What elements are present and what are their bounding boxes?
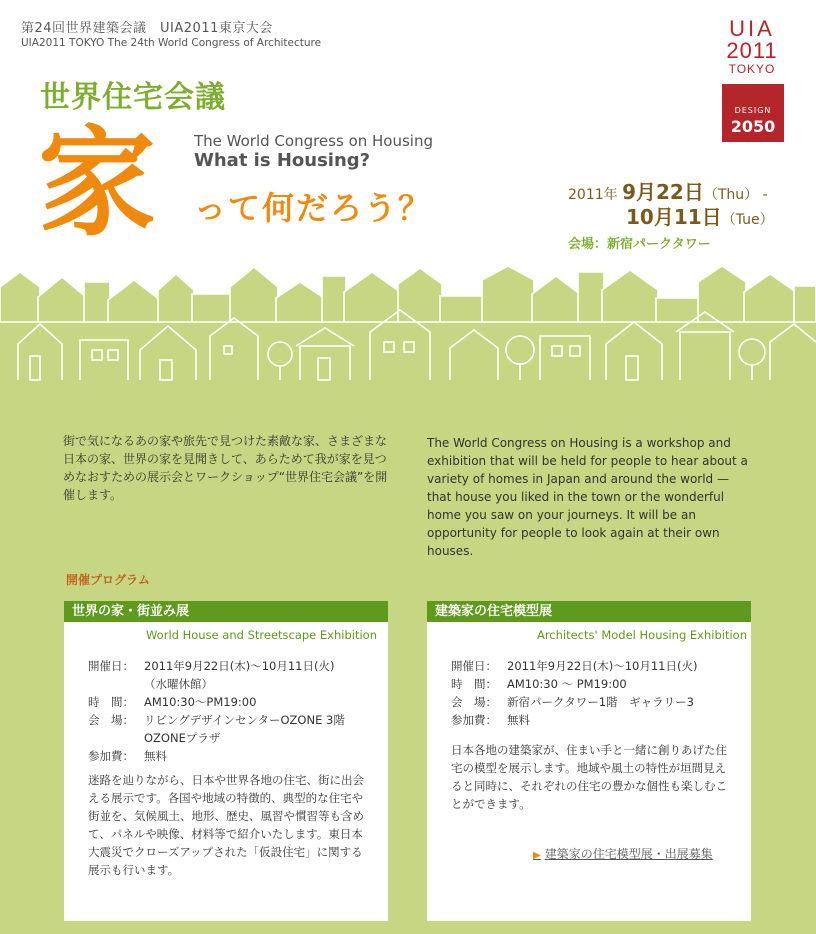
event-venue: 会場：新宿パークタワー xyxy=(568,237,711,252)
arrow-right-icon: ▶ xyxy=(533,850,541,861)
info-row xyxy=(451,675,751,693)
date-end-month: 10月 xyxy=(626,205,674,229)
info-value: OZONEプラザ xyxy=(144,731,221,745)
info-row xyxy=(88,657,388,675)
info-key: 開催日： xyxy=(88,659,134,673)
info-value: 無料 xyxy=(144,749,167,763)
card-description: 迷路を辿りながら、日本や世界各地の住宅、街に出会える展示です。各国や地域の特徴的、典型的な住宅や街並を、気候風土、地形、歴史、風習や慣習等も含めて、パネルや映像、材料等で紹介いたします。東日本大震災でクローズアップされた「仮設住宅」に関する展示も行います。 xyxy=(88,773,364,877)
hero-subtitle-ja: って何だろう？ xyxy=(194,189,433,227)
info-key xyxy=(88,729,144,747)
date-end-day: 11日 xyxy=(673,205,722,229)
program-heading: 開催プログラム xyxy=(66,573,150,587)
design-2050-badge xyxy=(722,84,784,142)
info-value: 2011年9月22日(木)～10月11日(火) xyxy=(144,659,335,673)
info-value: AM10:30～PM19:00 xyxy=(144,695,257,709)
event-date-end xyxy=(626,201,774,230)
header-title-en: UIA2011 TOKYO The 24th World Congress of Architecture xyxy=(21,37,322,49)
info-row xyxy=(88,693,388,711)
info-row xyxy=(451,711,751,729)
date-end-dow: （Tue） xyxy=(721,212,774,228)
card-title-bar: 世界の家・街並み展 xyxy=(64,601,388,622)
hero-title-ja: 世界住宅会議 xyxy=(40,80,226,115)
card-title-en: Architects' Model Housing Exhibition xyxy=(536,628,747,642)
uia-logo xyxy=(720,18,784,76)
hero-big-char: 家 xyxy=(38,114,157,252)
card-title-bar: 建築家の住宅模型展 xyxy=(427,601,751,622)
logo-line3: TOKYO xyxy=(728,62,776,76)
info-row xyxy=(88,675,388,693)
header-title-ja: 第24回世界建築会議 UIA2011東京大会 xyxy=(21,21,273,36)
card-info xyxy=(451,657,751,729)
card-title-en: World House and Streetscape Exhibition xyxy=(145,628,377,642)
info-key: 会 場： xyxy=(88,713,134,727)
exhibitor-recruitment-link[interactable] xyxy=(533,845,713,862)
card-info xyxy=(88,657,388,765)
info-value: 無料 xyxy=(507,713,530,727)
date-start-day: 22日 xyxy=(656,180,704,204)
exhibition-card-streetscape xyxy=(64,601,388,921)
link-label[interactable]: 建築家の住宅模型展・出展募集 xyxy=(544,847,713,861)
info-row xyxy=(88,747,388,765)
info-key: 時 間： xyxy=(88,695,134,709)
info-row xyxy=(451,693,751,711)
info-row xyxy=(88,729,388,747)
intro-text-ja: 街で気になるあの家や旅先で見つけた素敵な家、さまざまな日本の家、世界の家を見聞きして、あらためて我が家を見つめなおすための展示会とワークショップ“世界住宅会議”を開催します。 xyxy=(63,434,388,502)
hero-en-line2: What is Housing? xyxy=(194,150,371,171)
logo-line2: 2011 xyxy=(726,38,778,63)
info-key: 時 間： xyxy=(451,677,497,691)
info-key: 開催日： xyxy=(451,659,497,673)
hero-en-line1: The World Congress on Housing xyxy=(194,132,433,150)
info-row xyxy=(88,711,388,729)
info-key: 参加費： xyxy=(451,713,497,727)
date-year: 2011年 xyxy=(568,187,618,203)
info-key: 会 場： xyxy=(451,695,497,709)
intro-text-en: The World Congress on Housing is a workshop and exhibition that will be held for people to hear about a variety of homes in Japan and around the world — that house you liked in the town or the wonderful home you saw on your journeys. It will be an opportunity for people to look again at their own houses. xyxy=(427,436,748,558)
info-row xyxy=(451,657,751,675)
info-value: （水曜休館） xyxy=(144,677,213,691)
badge-big-text: 2050 xyxy=(730,117,776,136)
date-start-month: 9月 xyxy=(622,180,657,204)
info-key: 参加費： xyxy=(88,749,134,763)
date-start-dow: （Thu） - xyxy=(703,187,768,203)
badge-small-text: DESIGN xyxy=(734,106,772,115)
info-value: 新宿パークタワー1階 ギャラリー3 xyxy=(507,695,694,709)
logo-line1: UIA xyxy=(729,16,775,41)
info-value: 2011年9月22日(木)～10月11日(火) xyxy=(507,659,698,673)
info-value: リビングデザインセンターOZONE 3階 xyxy=(144,713,345,727)
info-key xyxy=(88,675,144,693)
info-value: AM10:30 ～ PM19:00 xyxy=(507,677,627,691)
card-description: 日本各地の建築家が、住まい手と一緒に創りあげた住宅の模型を展示します。地域や風土の特性が垣間見えると同時に、それぞれの住宅の豊かな個性も楽しむことができます。 xyxy=(451,743,727,811)
exhibition-card-model-housing xyxy=(427,601,751,921)
townscape-illustration xyxy=(0,262,816,386)
